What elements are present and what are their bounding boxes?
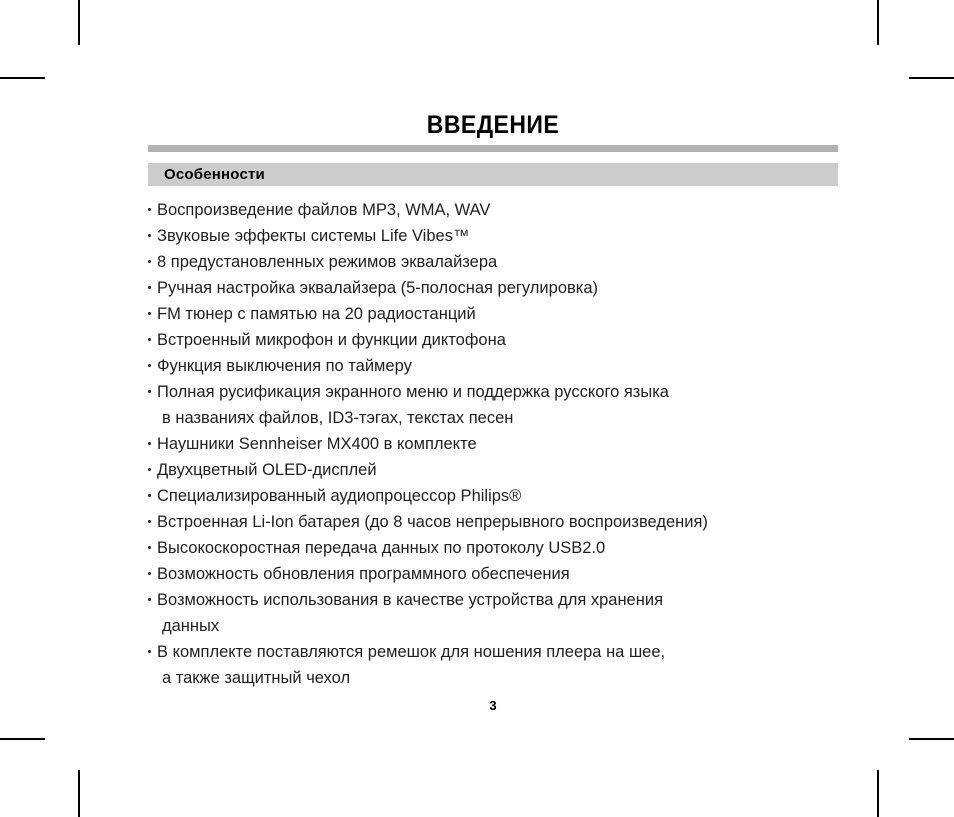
feature-text: Полная русификация экранного меню и поддержка русского языка <box>157 383 669 401</box>
crop-mark-top-right-horizontal <box>909 77 954 79</box>
feature-list-item <box>148 223 848 249</box>
crop-mark-bottom-left-vertical <box>78 770 80 817</box>
feature-list-item <box>148 535 848 561</box>
crop-mark-top-left-horizontal <box>0 77 45 79</box>
feature-text: Воспроизведение файлов MP3, WMA, WAV <box>157 201 491 219</box>
feature-text: Возможность использования в качестве устройства для хранения <box>157 591 663 609</box>
feature-list-item <box>148 457 848 483</box>
crop-mark-top-left-vertical <box>78 0 80 45</box>
bullet-icon <box>148 494 151 497</box>
feature-list-item <box>148 327 848 353</box>
bullet-icon <box>148 234 151 237</box>
feature-list-item <box>148 301 848 327</box>
title-divider-rule <box>148 145 838 152</box>
feature-text: Звуковые эффекты системы Life Vibes™ <box>157 227 470 245</box>
feature-text: FM тюнер с памятью на 20 радиостанций <box>157 305 476 323</box>
feature-text-continuation: а также защитный чехол <box>162 669 351 687</box>
bullet-icon <box>148 286 151 289</box>
bullet-icon <box>148 364 151 367</box>
bullet-icon <box>148 598 151 601</box>
bullet-icon <box>148 260 151 263</box>
feature-text: Наушники Sennheiser MX400 в комплекте <box>157 435 477 453</box>
feature-list-item <box>148 275 848 301</box>
feature-list-item <box>148 509 848 535</box>
feature-list-item <box>148 639 848 691</box>
feature-list-item <box>148 561 848 587</box>
feature-text: Специализированный аудиопроцессор Philips® <box>157 487 522 505</box>
feature-text-continuation: данных <box>162 617 220 635</box>
feature-list-item <box>148 431 848 457</box>
crop-mark-top-right-vertical <box>877 0 879 45</box>
bullet-icon <box>148 390 151 393</box>
section-header-bar <box>148 163 838 186</box>
bullet-icon <box>148 338 151 341</box>
feature-list-item <box>148 197 848 223</box>
feature-text: Встроенная Li-Ion батарея (до 8 часов непрерывного воспроизведения) <box>157 513 708 531</box>
feature-text: В комплекте поставляются ремешок для ношения плеера на шее, <box>157 643 666 661</box>
feature-text: 8 предустановленных режимов эквалайзера <box>157 253 498 271</box>
feature-text: Ручная настройка эквалайзера (5-полосная регулировка) <box>157 279 599 297</box>
feature-list <box>148 197 848 691</box>
feature-text: Двухцветный OLED-дисплей <box>157 461 377 479</box>
bullet-icon <box>148 468 151 471</box>
feature-text: Высокоскоростная передача данных по протоколу USB2.0 <box>157 539 606 557</box>
section-header-label: Особенности <box>164 166 265 183</box>
feature-list-item <box>148 379 848 431</box>
page-number: 3 <box>489 698 497 713</box>
bullet-icon <box>148 312 151 315</box>
crop-mark-bottom-left-horizontal <box>0 738 45 740</box>
feature-list-item <box>148 353 848 379</box>
crop-mark-bottom-right-horizontal <box>909 738 954 740</box>
feature-list-item <box>148 249 848 275</box>
feature-list-item <box>148 483 848 509</box>
feature-text: Встроенный микрофон и функции диктофона <box>157 331 506 349</box>
manual-page <box>148 0 838 817</box>
feature-text: Функция выключения по таймеру <box>157 357 412 375</box>
bullet-icon <box>148 442 151 445</box>
crop-mark-bottom-right-vertical <box>877 770 879 817</box>
feature-text-continuation: в названиях файлов, ID3-тэгах, текстах песен <box>162 409 514 427</box>
page-title: ВВЕДЕНИЕ <box>426 111 560 139</box>
bullet-icon <box>148 650 151 653</box>
bullet-icon <box>148 572 151 575</box>
feature-list-item <box>148 587 848 639</box>
bullet-icon <box>148 208 151 211</box>
feature-text: Возможность обновления программного обеспечения <box>157 565 570 583</box>
bullet-icon <box>148 520 151 523</box>
bullet-icon <box>148 546 151 549</box>
